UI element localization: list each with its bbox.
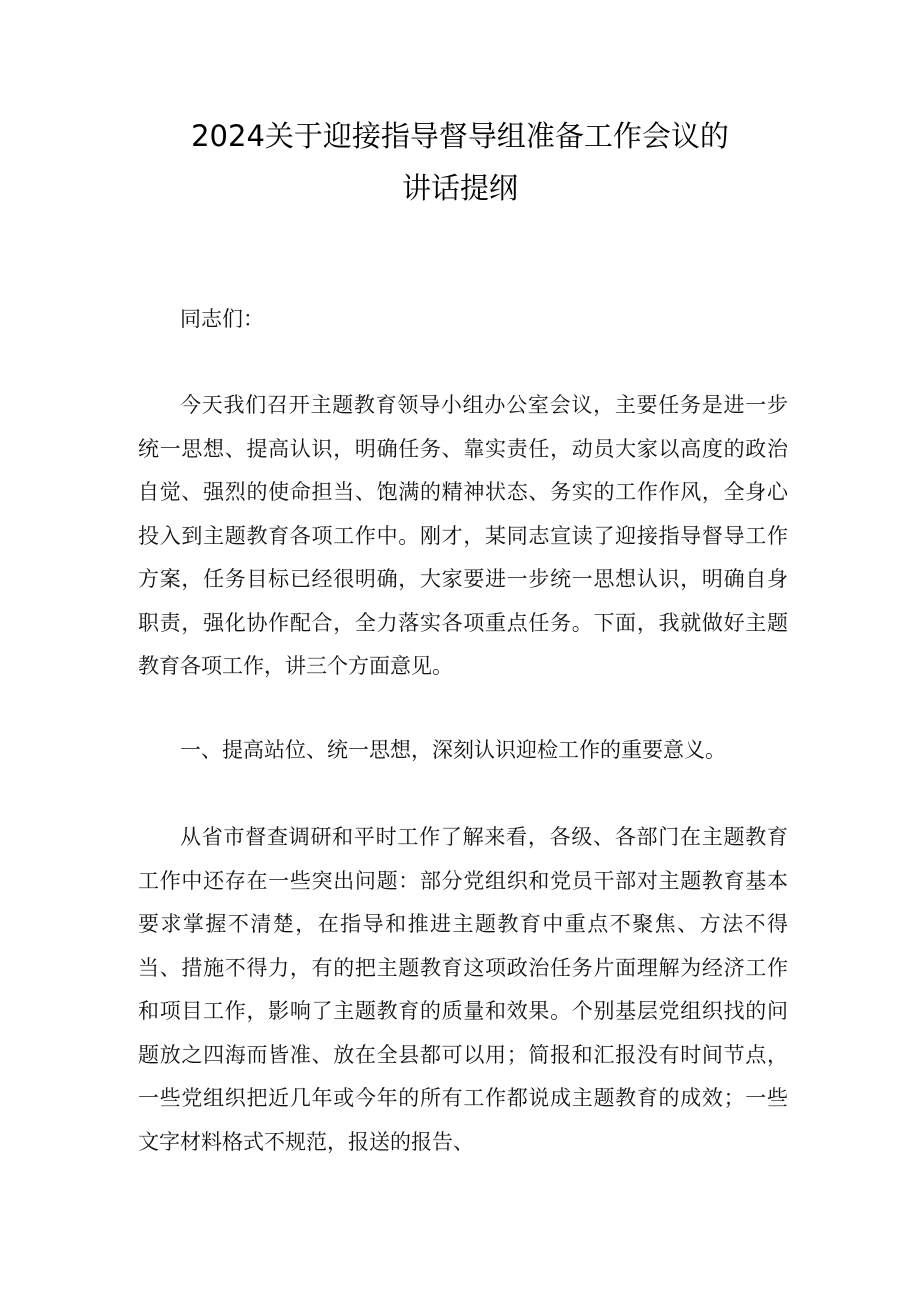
paragraph-problems: 从省市督查调研和平时工作了解来看，各级、各部门在主题教育工作中还存在一些突出问题：部分党组织和党员干部对主题教育基本要求掌握不清楚，在指导和推进主题教育中重点不聚焦、方法不得当、措施不得力，有的把主题教育这项政治任务片面理解为经济工作和项目工作，影响了主题教育的质量和效果。个别基层党组织找的问题放之四海而皆准、放在全县都可以用；简报和汇报没有时间节点，一些党组织把近几年或今年的所有工作都说成主题教育的成效；一些文字材料格式不规范，报送的报告、 — [138, 825, 788, 1154]
section-heading-1: 一、提高站位、统一思想，深刻认识迎检工作的重要意义。 — [180, 738, 726, 762]
paragraph-opening: 今天我们召开主题教育领导小组办公室会议，主要任务是进一步统一思想、提高认识，明确任务、靠实责任，动员大家以高度的政治自觉、强烈的使命担当、饱满的精神状态、务实的工作作风，全身心投入到主题教育各项工作中。刚才，某同志宣读了迎接指导督导工作方案，任务目标已经很明确，大家要进一步统一思想认识，明确自身职责，强化协作配合，全力落实各项重点任务。下面，我就做好主题教育各项工作，讲三个方面意见。 — [138, 393, 788, 678]
document-title-line-1: 2024关于迎接指导督导组准备工作会议的 — [191, 119, 729, 153]
document-title-line-2: 讲话提纲 — [401, 171, 518, 205]
salutation: 同志们： — [180, 307, 264, 331]
